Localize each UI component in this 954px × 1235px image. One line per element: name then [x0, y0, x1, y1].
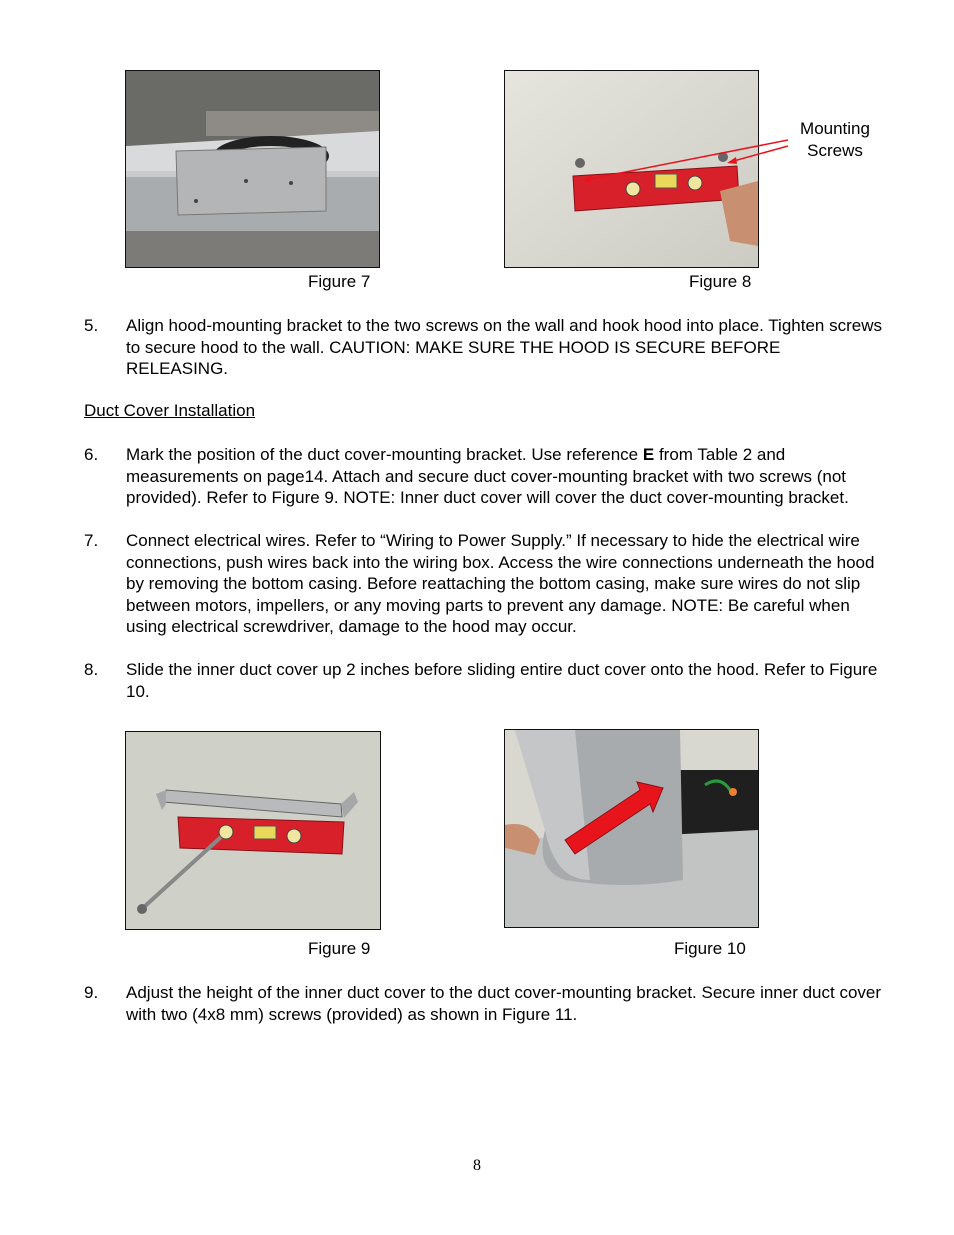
step-5-text: Align hood-mounting bracket to the two screws on the wall and hook hood into place. Tighten screws to secure hood to the wall. CAUTION: MAKE SURE THE HOOD IS SECURE BEFORE RELEASING.: [126, 316, 882, 378]
step-9-number: 9.: [84, 983, 99, 1002]
figure-10-caption: Figure 10: [674, 939, 746, 958]
step-6-text: [126, 444, 886, 509]
page-number: 8: [473, 1157, 481, 1174]
mounting-callout-label: [792, 118, 878, 161]
figure-10-photo: [504, 729, 759, 928]
step-7-text: Connect electrical wires. Refer to “Wiring to Power Supply.” If necessary to hide the electrical wire connections, push wires back into the wiring box. Access the wire connections underneath the hood by removing the bottom casing. Before reattaching the bottom casing, make sure wires do not slip between motors, impellers, or any moving parts to prevent any damage. NOTE: Be careful when using electrical screwdriver, damage to the hood may occur.: [126, 531, 875, 636]
figure-8-caption: Figure 8: [689, 272, 752, 291]
step-9-text: Adjust the height of the inner duct cover to the duct cover-mounting bracket. Secure inner duct cover with two (4x8 mm) screws (provided) as shown in Figure 11.: [126, 983, 882, 1024]
step-6-number: 6.: [84, 445, 99, 464]
step-7-number: 7.: [84, 531, 99, 550]
step-8-number: 8.: [84, 660, 99, 679]
step-6-text-pre: Mark the position of the duct cover-mounting bracket. Use reference: [126, 445, 643, 464]
mounting-callout-line1: Mounting: [800, 119, 870, 138]
step-6-text-post: from Table 2 and measurements on page14. Attach and secure duct cover-mounting bracket with two screws (not provided). Refer to Figure 9. NOTE: Inner duct cover will cover the duct cover-mounting bracket.: [126, 445, 849, 507]
figure-7-photo: [125, 70, 380, 268]
mounting-screws-callout-arrows: [560, 130, 800, 200]
section-heading: Duct Cover Installation: [84, 401, 256, 420]
mounting-callout-line2: Screws: [807, 140, 863, 160]
step-8-text: Slide the inner duct cover up 2 inches before sliding entire duct cover onto the hood. Refer to Figure 10.: [126, 660, 878, 701]
figure-9-caption: Figure 9: [308, 939, 371, 958]
step-6-reference-letter: E: [642, 445, 655, 464]
step-5-number: 5.: [84, 316, 99, 335]
figure-7-caption: Figure 7: [308, 272, 371, 291]
figure-9-photo: [125, 731, 381, 930]
